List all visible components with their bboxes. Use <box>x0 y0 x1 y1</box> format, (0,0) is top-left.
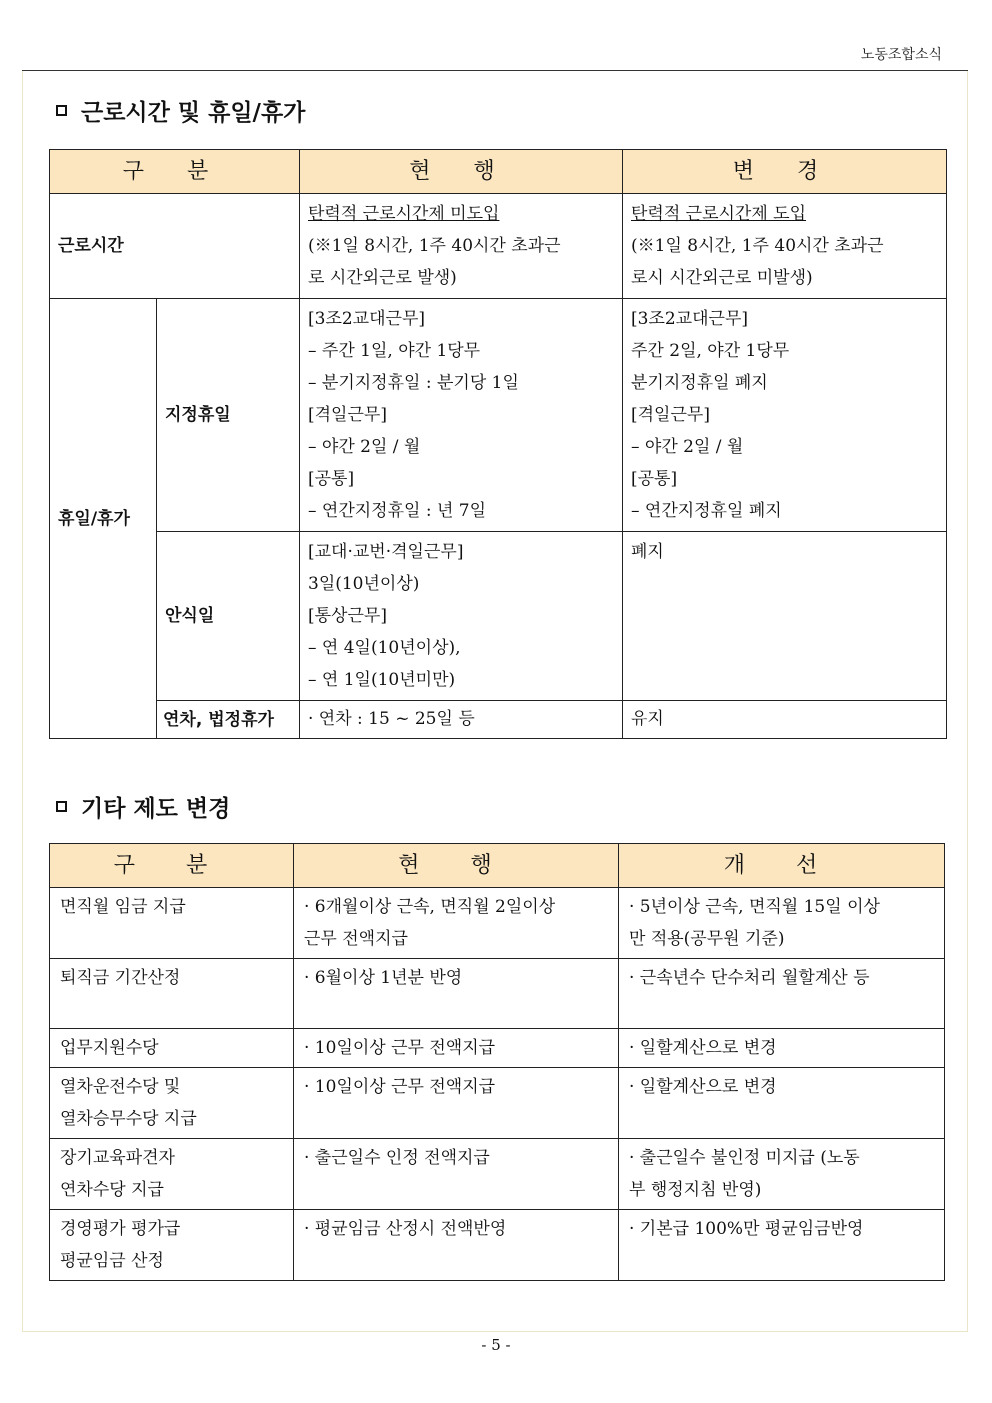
designated-current <box>300 299 623 532</box>
item-cell <box>50 1139 294 1210</box>
text-line: 연차수당 지급 <box>60 1180 164 1200</box>
item-cell <box>50 1068 294 1139</box>
text-line: · 10일이상 근무 전액지급 <box>304 1077 496 1097</box>
improve-cell <box>619 888 945 959</box>
text-line: [통상근무] <box>308 606 387 626</box>
text-line: 업무지원수당 <box>60 1038 159 1058</box>
text-line: 폐지 <box>631 542 664 562</box>
text-line: 열차승무수당 지급 <box>60 1109 197 1129</box>
section-title-work-hours <box>56 94 305 127</box>
text-line: 탄력적 근로시간제 도입 <box>631 204 807 224</box>
header-current: 현 행 <box>294 844 619 888</box>
text-line: – 연간지정휴일 폐지 <box>631 501 782 521</box>
table-row <box>50 194 947 299</box>
text-line: · 근속년수 단수처리 월할계산 등 <box>629 968 870 988</box>
current-cell <box>294 1210 619 1281</box>
section-title-other <box>56 790 230 823</box>
current-cell <box>294 959 619 1029</box>
text-line: 근무 전액지급 <box>304 929 408 949</box>
table-row <box>50 299 947 532</box>
table-row <box>50 532 947 701</box>
text-line: · 기본급 100%만 평균임금반영 <box>629 1219 864 1239</box>
table-header-row <box>50 150 947 194</box>
text-line: 퇴직금 기간산정 <box>60 968 181 988</box>
table-row <box>50 1029 945 1068</box>
text-line: [교대·교번·격일근무] <box>308 542 464 562</box>
text-line: (※1일 8시간, 1주 40시간 초과근 <box>631 236 884 256</box>
current-cell <box>294 1068 619 1139</box>
text-line: [격일근무] <box>631 405 710 425</box>
row-label-holiday: 휴일/휴가 <box>50 299 157 739</box>
section-title-text: 근로시간 및 휴일/휴가 <box>81 100 306 126</box>
item-cell <box>50 1029 294 1068</box>
text-line: · 5년이상 근속, 면직월 15일 이상 <box>629 897 880 917</box>
text-line: 주간 2일, 야간 1당무 <box>631 341 790 361</box>
text-line: 평균임금 산정 <box>60 1251 164 1271</box>
header-current: 현 행 <box>300 150 623 194</box>
table-row <box>50 1139 945 1210</box>
table-row <box>50 959 945 1029</box>
row-label-designated: 지정휴일 <box>157 299 300 532</box>
square-bullet-icon <box>56 105 67 116</box>
row-label-annual: 연차, 법정휴가 <box>157 701 300 739</box>
text-line: – 주간 1일, 야간 1당무 <box>308 341 481 361</box>
item-cell <box>50 1210 294 1281</box>
improve-cell <box>619 1139 945 1210</box>
text-line: [3조2교대근무] <box>631 309 749 329</box>
header-label: 노동조합소식 <box>860 47 942 63</box>
rest-change <box>623 532 947 701</box>
header-category: 구 분 <box>50 150 300 194</box>
text-line: [공통] <box>308 469 355 489</box>
text-line: 경영평가 평가급 <box>60 1219 181 1239</box>
section-title-text: 기타 제도 변경 <box>81 796 231 822</box>
header-category: 구 분 <box>50 844 294 888</box>
designated-change <box>623 299 947 532</box>
current-cell <box>294 1029 619 1068</box>
current-cell <box>294 1139 619 1210</box>
text-line: – 연 1일(10년미만) <box>308 670 456 690</box>
text-line: – 야간 2일 / 월 <box>631 437 744 457</box>
current-cell <box>294 888 619 959</box>
row-label-rest: 안식일 <box>157 532 300 701</box>
text-line: – 연간지정휴일 : 년 7일 <box>308 501 487 521</box>
header-improve: 개 선 <box>619 844 945 888</box>
row-label-work-hours: 근로시간 <box>50 194 300 299</box>
header-rule <box>22 70 968 71</box>
text-line: 로시 시간외근로 미발생) <box>631 268 813 288</box>
text-line: · 6개월이상 근속, 면직월 2일이상 <box>304 897 556 917</box>
text-line: [격일근무] <box>308 405 387 425</box>
text-line: 장기교육파견자 <box>60 1148 175 1168</box>
header-change: 변 경 <box>623 150 947 194</box>
text-line: 면직월 임금 지급 <box>60 897 186 917</box>
item-cell <box>50 888 294 959</box>
text-line: 부 행정지침 반영) <box>629 1180 762 1200</box>
text-line: · 10일이상 근무 전액지급 <box>304 1038 496 1058</box>
table-row <box>50 888 945 959</box>
text-line: 3일(10년이상) <box>308 574 420 594</box>
table-row <box>50 701 947 739</box>
table-row <box>50 1210 945 1281</box>
text-line: (※1일 8시간, 1주 40시간 초과근 <box>308 236 561 256</box>
work-hours-current <box>300 194 623 299</box>
improve-cell <box>619 959 945 1029</box>
text-line: [3조2교대근무] <box>308 309 426 329</box>
page-number: - 5 - <box>481 1336 511 1354</box>
other-system-table <box>49 843 945 1281</box>
text-line: – 연 4일(10년이상), <box>308 638 461 658</box>
improve-cell <box>619 1068 945 1139</box>
item-cell <box>50 959 294 1029</box>
text-line: [공통] <box>631 469 678 489</box>
work-hours-table <box>49 149 947 739</box>
text-line: · 일할계산으로 변경 <box>629 1038 777 1058</box>
text-line: – 분기지정휴일 : 분기당 1일 <box>308 373 519 393</box>
table-header-row <box>50 844 945 888</box>
text-line: 분기지정휴일 폐지 <box>631 373 768 393</box>
text-line: · 평균임금 산정시 전액반영 <box>304 1219 507 1239</box>
annual-current: · 연차 : 15 ~ 25일 등 <box>300 701 623 739</box>
text-line: · 6월이상 1년분 반영 <box>304 968 463 988</box>
text-line: 탄력적 근로시간제 미도입 <box>308 204 500 224</box>
text-line: – 야간 2일 / 월 <box>308 437 421 457</box>
improve-cell <box>619 1210 945 1281</box>
text-line: · 출근일수 인정 전액지급 <box>304 1148 490 1168</box>
table-row <box>50 1068 945 1139</box>
text-line: · 일할계산으로 변경 <box>629 1077 777 1097</box>
square-bullet-icon <box>56 801 67 812</box>
annual-change: 유지 <box>623 701 947 739</box>
improve-cell <box>619 1029 945 1068</box>
text-line: 만 적용(공무원 기준) <box>629 929 785 949</box>
rest-current <box>300 532 623 701</box>
work-hours-change <box>623 194 947 299</box>
text-line: 열차운전수당 및 <box>60 1077 181 1097</box>
text-line: · 출근일수 불인정 미지급 (노동 <box>629 1148 860 1168</box>
text-line: 로 시간외근로 발생) <box>308 268 457 288</box>
